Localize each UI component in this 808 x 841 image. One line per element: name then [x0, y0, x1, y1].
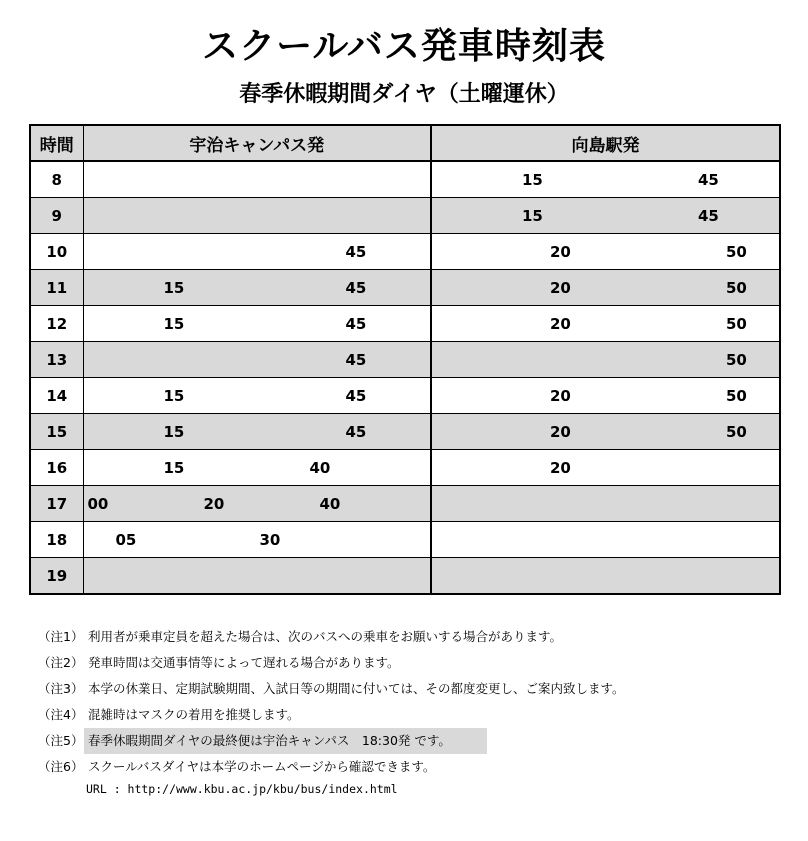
- departure-minute: 40: [319, 494, 341, 513]
- note-2: [38, 650, 778, 676]
- table-row: [30, 306, 780, 342]
- hour-cell: 12: [30, 306, 83, 342]
- hour-cell: 13: [30, 342, 83, 378]
- mukaijima-departures-cell: [431, 486, 780, 522]
- note-text: スクールバスダイヤは本学のホームページから確認できます。: [88, 759, 436, 774]
- departure-minute: 40: [309, 458, 331, 477]
- departure-minute: 15: [163, 386, 185, 405]
- note-label: （注4）: [38, 707, 84, 722]
- hour-cell: 17: [30, 486, 83, 522]
- timetable-body: [30, 161, 780, 594]
- departure-minute: 20: [550, 278, 571, 297]
- notes-list: [38, 624, 778, 780]
- departure-minute: 15: [163, 314, 185, 333]
- departure-minute: 50: [726, 314, 747, 333]
- note-label: （注2）: [38, 655, 84, 670]
- note-text: 混雑時はマスクの着用を推奨します。: [88, 707, 300, 722]
- departure-minute: 45: [698, 206, 719, 225]
- note-3: [38, 676, 778, 702]
- departure-minute: 15: [163, 458, 185, 477]
- bus-timetable: [29, 124, 781, 595]
- departure-minute: 05: [115, 530, 137, 549]
- hour-cell: 15: [30, 414, 83, 450]
- mukaijima-departures-cell: [431, 378, 780, 414]
- note-label: （注6）: [38, 759, 84, 774]
- note-6: [38, 754, 778, 780]
- departure-minute: 45: [345, 350, 367, 369]
- uji-departures-cell: [83, 486, 431, 522]
- mukaijima-departures-cell: [431, 198, 780, 234]
- departure-minute: 45: [698, 170, 719, 189]
- uji-departures-cell: [83, 270, 431, 306]
- mukaijima-departures-cell: [431, 558, 780, 595]
- note-text: 本学の休業日、定期試験期間、入試日等の期間に付いては、その都度変更し、ご案内致します。: [88, 681, 625, 696]
- hour-cell: 8: [30, 161, 83, 198]
- hour-cell: 9: [30, 198, 83, 234]
- departure-minute: 45: [345, 314, 367, 333]
- note-5-highlighted: [38, 728, 778, 754]
- note-4: [38, 702, 778, 728]
- note-label: （注5）: [38, 733, 84, 748]
- mukaijima-departures-cell: [431, 522, 780, 558]
- note-text: 春季休暇期間ダイヤの最終便は宇治キャンパス 18:30発 です。: [84, 728, 487, 754]
- departure-minute: 45: [345, 278, 367, 297]
- uji-departures-cell: [83, 450, 431, 486]
- mukaijima-departures-cell: [431, 270, 780, 306]
- hour-cell: 18: [30, 522, 83, 558]
- hour-cell: 10: [30, 234, 83, 270]
- table-row: [30, 558, 780, 595]
- departure-minute: 50: [726, 350, 747, 369]
- table-row: [30, 161, 780, 198]
- mukaijima-departures-cell: [431, 414, 780, 450]
- page-title: スクールバス発車時刻表: [202, 26, 606, 67]
- departure-minute: 15: [163, 422, 185, 441]
- uji-departures-cell: [83, 378, 431, 414]
- departure-minute: 50: [726, 386, 747, 405]
- uji-departures-cell: [83, 414, 431, 450]
- departure-minute: 50: [726, 422, 747, 441]
- header-uji-campus: 宇治キャンパス発: [83, 125, 431, 161]
- note-label: （注1）: [38, 629, 84, 644]
- table-row: [30, 342, 780, 378]
- mukaijima-departures-cell: [431, 306, 780, 342]
- departure-minute: 20: [550, 458, 571, 477]
- hour-cell: 19: [30, 558, 83, 595]
- note-text: 利用者が乗車定員を超えた場合は、次のバスへの乗車をお願いする場合があります。: [88, 629, 563, 644]
- departure-minute: 15: [522, 170, 543, 189]
- departure-minute: 15: [522, 206, 543, 225]
- note-label: （注3）: [38, 681, 84, 696]
- uji-departures-cell: [83, 234, 431, 270]
- departure-minute: 50: [726, 278, 747, 297]
- mukaijima-departures-cell: [431, 450, 780, 486]
- departure-minute: 20: [550, 422, 571, 441]
- table-row: [30, 234, 780, 270]
- departure-minute: 00: [87, 494, 109, 513]
- departure-minute: 20: [550, 242, 571, 261]
- table-row: [30, 486, 780, 522]
- mukaijima-departures-cell: [431, 161, 780, 198]
- uji-departures-cell: [83, 342, 431, 378]
- departure-minute: 20: [550, 386, 571, 405]
- departure-minute: 50: [726, 242, 747, 261]
- note-text: 発車時間は交通事情等によって遅れる場合があります。: [88, 655, 400, 670]
- table-header-row: [30, 125, 780, 161]
- departure-minute: 45: [345, 386, 367, 405]
- uji-departures-cell: [83, 522, 431, 558]
- table-row: [30, 450, 780, 486]
- header-mukaijima-station: 向島駅発: [431, 125, 780, 161]
- table-row: [30, 270, 780, 306]
- departure-minute: 45: [345, 422, 367, 441]
- hour-cell: 14: [30, 378, 83, 414]
- departure-minute: 30: [259, 530, 281, 549]
- table-row: [30, 198, 780, 234]
- note-1: [38, 624, 778, 650]
- departure-minute: 15: [163, 278, 185, 297]
- table-row: [30, 378, 780, 414]
- departure-minute: 45: [345, 242, 367, 261]
- uji-departures-cell: [83, 558, 431, 595]
- departure-minute: 20: [550, 314, 571, 333]
- uji-departures-cell: [83, 198, 431, 234]
- hour-cell: 11: [30, 270, 83, 306]
- uji-departures-cell: [83, 161, 431, 198]
- bus-schedule-url-link[interactable]: URL : http://www.kbu.ac.jp/kbu/bus/index.html: [86, 782, 398, 796]
- mukaijima-departures-cell: [431, 234, 780, 270]
- table-row: [30, 414, 780, 450]
- table-row: [30, 522, 780, 558]
- page-subtitle: 春季休暇期間ダイヤ（土曜運休）: [239, 82, 569, 107]
- departure-minute: 20: [203, 494, 225, 513]
- uji-departures-cell: [83, 306, 431, 342]
- mukaijima-departures-cell: [431, 342, 780, 378]
- hour-cell: 16: [30, 450, 83, 486]
- header-hour: 時間: [30, 125, 83, 161]
